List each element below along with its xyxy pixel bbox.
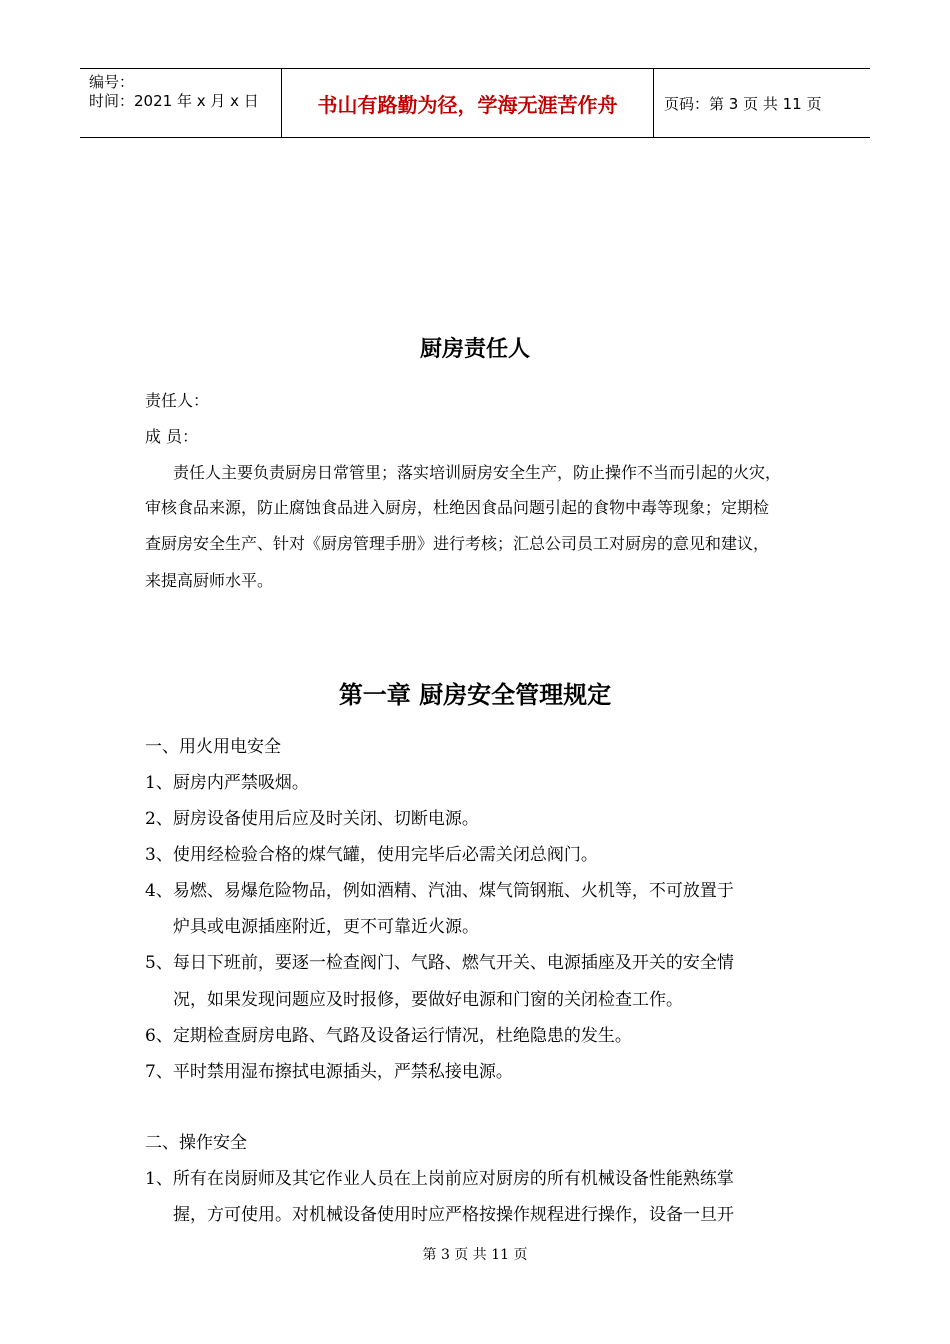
- header-table: [80, 68, 870, 138]
- list-item: 7、平时禁用湿布擦拭电源插头，严禁私接电源。: [145, 1062, 513, 1082]
- number-label: 编号：: [89, 73, 135, 91]
- page-info: 页码：第 3 页 共 11 页: [664, 94, 822, 113]
- section-title: 厨房责任人: [419, 337, 530, 362]
- list-item: 6、定期检查厨房电路、气路及设备运行情况，杜绝隐患的发生。: [145, 1026, 632, 1046]
- list-item: 5、每日下班前，要逐一检查阀门、气路、燃气开关、电源插座及开关的安全情: [145, 953, 734, 973]
- list-item-continuation: 握，方可使用。对机械设备使用时应严格按操作规程进行操作，设备一旦开: [173, 1205, 734, 1225]
- duty-line: 来提高厨师水平。: [145, 571, 274, 590]
- list-item-continuation: 炉具或电源插座附近，更不可靠近火源。: [173, 917, 479, 937]
- part2-heading: 二、操作安全: [145, 1133, 247, 1153]
- list-item-continuation: 况，如果发现问题应及时报修，要做好电源和门窗的关闭检查工作。: [173, 990, 683, 1010]
- header-meta-cell: [80, 69, 282, 137]
- responsible-label: 责任人：: [145, 391, 210, 410]
- time-label: 时间：2021 年 x 月 x 日: [89, 92, 259, 110]
- duty-line: 审核食品来源，防止腐蚀食品进入厨房，杜绝因食品问题引起的食物中毒等现象；定期检: [145, 498, 770, 517]
- duty-line: 查厨房安全生产、针对《厨房管理手册》进行考核；汇总公司员工对厨房的意见和建议，: [145, 534, 770, 553]
- chapter-title: 第一章 厨房安全管理规定: [338, 681, 612, 709]
- part1-heading: 一、用火用电安全: [145, 737, 281, 757]
- list-item: 2、厨房设备使用后应及时关闭、切断电源。: [145, 809, 479, 829]
- members-label: 成 员：: [145, 427, 199, 446]
- list-item: 4、易燃、易爆危险物品，例如酒精、汽油、煤气筒钢瓶、火机等，不可放置于: [145, 881, 734, 901]
- list-item: 1、所有在岗厨师及其它作业人员在上岗前应对厨房的所有机械设备性能熟练掌: [145, 1169, 734, 1189]
- list-item: 3、使用经检验合格的煤气罐，使用完毕后必需关闭总阀门。: [145, 845, 598, 865]
- page-footer: 第 3 页 共 11 页: [422, 1247, 528, 1263]
- duty-line: 责任人主要负责厨房日常管里；落实培训厨房安全生产，防止操作不当而引起的火灾，: [173, 463, 782, 482]
- list-item: 1、厨房内严禁吸烟。: [145, 773, 309, 793]
- motto: 书山有路勤为径，学海无涯苦作舟: [282, 69, 654, 137]
